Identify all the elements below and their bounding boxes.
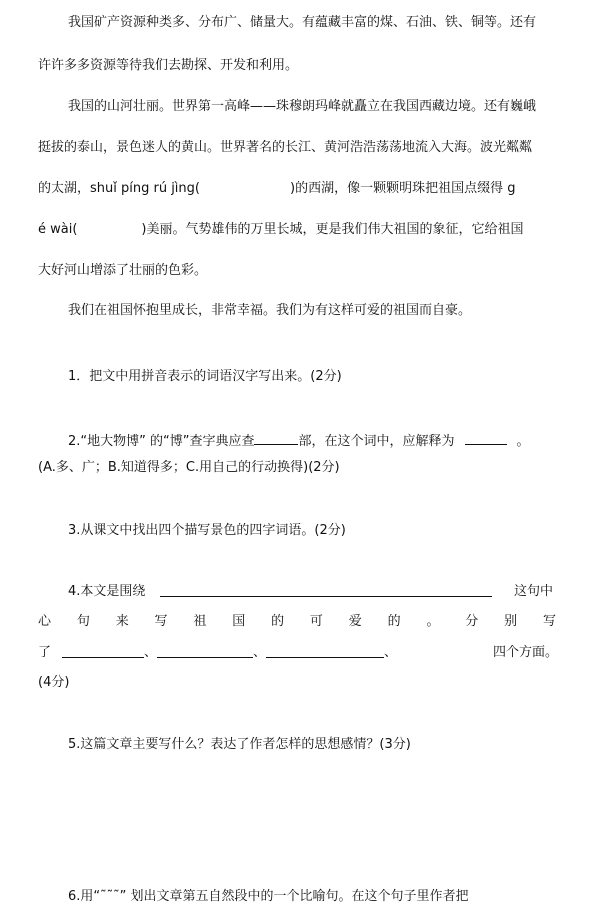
question-4-score: (4分)	[38, 675, 70, 690]
pinyin-text: é wài(	[38, 222, 78, 237]
question-6: 6.用“˜˜˜” 划出文章第五自然段中的一个比喻句。在这个句子里作者把	[68, 889, 469, 904]
answer-blank[interactable]	[160, 580, 492, 597]
answer-blank[interactable]	[157, 641, 253, 658]
passage-text: )美丽。气势雄伟的万里长城，更是我们伟大祖国的象征，它给祖国	[141, 222, 524, 237]
question-4-line3-head: 了	[38, 645, 52, 660]
passage-p3-line1: 我们在祖国怀抱里成长，非常幸福。我们为有这样可爱的祖国而自豪。	[68, 303, 472, 318]
question-text: 部，在这个词中，应解释为	[298, 434, 455, 449]
question-4-line2: 心 句 来 写 祖 国 的 可 爱 的 。 分 别 写	[38, 614, 556, 629]
passage-text: )的西湖，像一颗颗明珠把祖国点缀得 g	[290, 181, 516, 196]
passage-p2-line1: 我国的山河壮丽。世界第一高峰——珠穆朗玛峰就矗立在我国西藏边境。还有巍峨	[68, 99, 537, 114]
question-text: 。	[516, 434, 530, 449]
passage-p1-line1: 我国矿产资源种类多、分布广、储量大。有蕴藏丰富的煤、石油、铁、铜等。还有	[68, 15, 537, 30]
question-2	[68, 430, 530, 451]
passage-p2-line3	[38, 180, 515, 198]
question-4-line3-tail: 四个方面。	[493, 645, 559, 660]
question-2-options: (A.多、广；B.知道得多；C.用自己的行动换得)(2分)	[38, 460, 340, 475]
passage-p2-line5: 大好河山增添了壮丽的色彩。	[38, 263, 208, 278]
pinyin-text: 的太湖，shuǐ píng rú jìng(	[38, 181, 200, 196]
answer-blank[interactable]	[62, 641, 144, 658]
question-3: 3.从课文中找出四个描写景色的四字词语。(2分)	[68, 523, 346, 538]
answer-blank[interactable]	[266, 641, 384, 658]
question-4-line1-label: 4.本文是围绕	[68, 584, 146, 599]
question-5: 5.这篇文章主要写什么？表达了作者怎样的思想感情？(3分)	[68, 737, 411, 752]
question-4-line1-tail: 这句中	[514, 584, 554, 599]
passage-p1-line2: 许许多多资源等待我们去勘探、开发和利用。	[38, 58, 299, 73]
passage-p2-line4	[38, 221, 524, 239]
separator: 、	[384, 645, 398, 660]
answer-blank[interactable]	[254, 430, 298, 445]
separator: 、	[253, 645, 267, 660]
question-text: 2.“地大物博” 的“博”查字典应查	[68, 434, 255, 449]
passage-p2-line2: 挺拔的泰山，景色迷人的黄山。世界著名的长江、黄河浩浩荡荡地流入大海。波光粼粼	[38, 140, 533, 155]
question-1: 1．把文中用拼音表示的词语汉字写出来。(2分)	[68, 369, 342, 384]
answer-blank[interactable]	[465, 430, 507, 445]
separator: 、	[144, 645, 158, 660]
